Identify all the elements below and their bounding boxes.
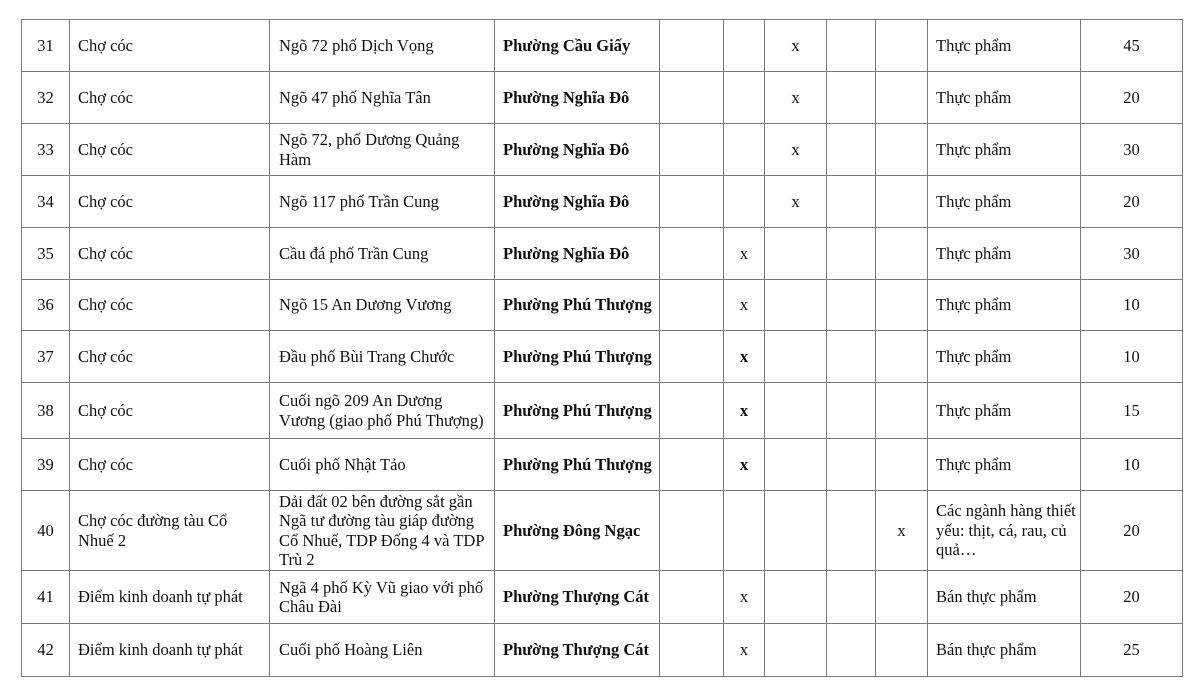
mark-col-1-cell <box>660 20 724 72</box>
goods-cell: Thực phẩm <box>928 280 1081 331</box>
markets-table <box>21 19 1183 677</box>
address-cell: Ngõ 72, phố Dương Quảng Hàm <box>270 124 495 176</box>
ward-cell: Phường Nghĩa Đô <box>495 176 660 228</box>
table-row <box>22 439 1183 491</box>
address-cell: Dải đất 02 bên đường sắt gần Ngã tư đường tàu giáp đường Cổ Nhuế, TDP Đống 4 và TDP Trù 2 <box>270 491 495 571</box>
table-row <box>22 624 1183 677</box>
row-number-cell: 33 <box>22 124 70 176</box>
mark-col-3-cell: x <box>765 72 827 124</box>
mark-col-1-cell <box>660 491 724 571</box>
address-cell: Cuối phố Nhật Tảo <box>270 439 495 491</box>
mark-col-3-cell <box>765 228 827 280</box>
market-name-cell: Chợ cóc <box>70 439 270 491</box>
goods-cell: Thực phẩm <box>928 176 1081 228</box>
ward-cell: Phường Nghĩa Đô <box>495 124 660 176</box>
mark-col-4-cell <box>827 571 876 624</box>
ward-cell: Phường Thượng Cát <box>495 571 660 624</box>
mark-col-5-cell <box>876 439 928 491</box>
row-number-cell: 41 <box>22 571 70 624</box>
table-row <box>22 571 1183 624</box>
mark-col-2-cell <box>724 72 765 124</box>
address-cell: Ngõ 117 phố Trần Cung <box>270 176 495 228</box>
count-cell: 20 <box>1081 72 1183 124</box>
mark-col-4-cell <box>827 439 876 491</box>
mark-col-1-cell <box>660 331 724 383</box>
mark-col-1-cell <box>660 280 724 331</box>
count-cell: 20 <box>1081 176 1183 228</box>
mark-col-5-cell <box>876 624 928 677</box>
table-row <box>22 491 1183 571</box>
market-name-cell: Điểm kinh doanh tự phát <box>70 624 270 677</box>
mark-col-5-cell <box>876 72 928 124</box>
goods-cell: Thực phẩm <box>928 72 1081 124</box>
mark-col-2-cell <box>724 491 765 571</box>
mark-col-2-cell <box>724 124 765 176</box>
row-number-cell: 37 <box>22 331 70 383</box>
mark-col-5-cell <box>876 228 928 280</box>
row-number-cell: 42 <box>22 624 70 677</box>
market-name-cell: Chợ cóc <box>70 20 270 72</box>
ward-cell: Phường Cầu Giấy <box>495 20 660 72</box>
count-cell: 10 <box>1081 280 1183 331</box>
count-cell: 20 <box>1081 491 1183 571</box>
mark-col-1-cell <box>660 176 724 228</box>
row-number-cell: 40 <box>22 491 70 571</box>
mark-col-4-cell <box>827 228 876 280</box>
market-name-cell: Chợ cóc <box>70 228 270 280</box>
mark-col-5-cell <box>876 383 928 439</box>
mark-col-3-cell <box>765 383 827 439</box>
address-cell: Ngõ 72 phố Dịch Vọng <box>270 20 495 72</box>
count-cell: 30 <box>1081 124 1183 176</box>
mark-col-4-cell <box>827 176 876 228</box>
goods-cell: Thực phẩm <box>928 228 1081 280</box>
row-number-cell: 39 <box>22 439 70 491</box>
address-cell: Ngã 4 phố Kỳ Vũ giao với phố Châu Đài <box>270 571 495 624</box>
goods-cell: Thực phẩm <box>928 383 1081 439</box>
row-number-cell: 31 <box>22 20 70 72</box>
mark-col-1-cell <box>660 383 724 439</box>
mark-col-3-cell <box>765 624 827 677</box>
market-name-cell: Chợ cóc đường tàu Cổ Nhuế 2 <box>70 491 270 571</box>
goods-cell: Bán thực phẩm <box>928 571 1081 624</box>
market-name-cell: Chợ cóc <box>70 124 270 176</box>
mark-col-2-cell: x <box>724 439 765 491</box>
count-cell: 25 <box>1081 624 1183 677</box>
mark-col-5-cell: x <box>876 491 928 571</box>
count-cell: 10 <box>1081 439 1183 491</box>
mark-col-3-cell <box>765 439 827 491</box>
mark-col-2-cell: x <box>724 571 765 624</box>
mark-col-5-cell <box>876 331 928 383</box>
mark-col-2-cell: x <box>724 624 765 677</box>
mark-col-3-cell <box>765 331 827 383</box>
mark-col-5-cell <box>876 20 928 72</box>
ward-cell: Phường Phú Thượng <box>495 331 660 383</box>
table-row <box>22 228 1183 280</box>
address-cell: Đầu phố Bùi Trang Chước <box>270 331 495 383</box>
row-number-cell: 38 <box>22 383 70 439</box>
mark-col-5-cell <box>876 176 928 228</box>
mark-col-2-cell: x <box>724 383 765 439</box>
ward-cell: Phường Phú Thượng <box>495 383 660 439</box>
market-name-cell: Điểm kinh doanh tự phát <box>70 571 270 624</box>
mark-col-1-cell <box>660 624 724 677</box>
row-number-cell: 35 <box>22 228 70 280</box>
mark-col-3-cell <box>765 571 827 624</box>
goods-cell: Thực phẩm <box>928 439 1081 491</box>
mark-col-4-cell <box>827 20 876 72</box>
row-number-cell: 36 <box>22 280 70 331</box>
market-name-cell: Chợ cóc <box>70 383 270 439</box>
mark-col-2-cell: x <box>724 228 765 280</box>
mark-col-1-cell <box>660 228 724 280</box>
markets-table-body <box>22 20 1183 677</box>
count-cell: 10 <box>1081 331 1183 383</box>
row-number-cell: 34 <box>22 176 70 228</box>
count-cell: 15 <box>1081 383 1183 439</box>
table-row <box>22 72 1183 124</box>
mark-col-4-cell <box>827 331 876 383</box>
address-cell: Ngõ 15 An Dương Vương <box>270 280 495 331</box>
mark-col-3-cell <box>765 280 827 331</box>
mark-col-4-cell <box>827 280 876 331</box>
mark-col-5-cell <box>876 280 928 331</box>
mark-col-2-cell <box>724 176 765 228</box>
mark-col-4-cell <box>827 383 876 439</box>
mark-col-3-cell: x <box>765 124 827 176</box>
mark-col-4-cell <box>827 491 876 571</box>
goods-cell: Các ngành hàng thiết yếu: thịt, cá, rau, củ quả… <box>928 491 1081 571</box>
mark-col-2-cell <box>724 20 765 72</box>
mark-col-5-cell <box>876 571 928 624</box>
ward-cell: Phường Đông Ngạc <box>495 491 660 571</box>
count-cell: 30 <box>1081 228 1183 280</box>
mark-col-1-cell <box>660 124 724 176</box>
goods-cell: Bán thực phẩm <box>928 624 1081 677</box>
goods-cell: Thực phẩm <box>928 331 1081 383</box>
mark-col-4-cell <box>827 624 876 677</box>
ward-cell: Phường Nghĩa Đô <box>495 228 660 280</box>
market-name-cell: Chợ cóc <box>70 176 270 228</box>
ward-cell: Phường Phú Thượng <box>495 280 660 331</box>
table-row <box>22 124 1183 176</box>
goods-cell: Thực phẩm <box>928 124 1081 176</box>
address-cell: Ngõ 47 phố Nghĩa Tân <box>270 72 495 124</box>
table-row <box>22 383 1183 439</box>
mark-col-3-cell <box>765 491 827 571</box>
mark-col-3-cell: x <box>765 20 827 72</box>
table-row <box>22 20 1183 72</box>
market-name-cell: Chợ cóc <box>70 331 270 383</box>
table-row <box>22 331 1183 383</box>
count-cell: 20 <box>1081 571 1183 624</box>
goods-cell: Thực phẩm <box>928 20 1081 72</box>
address-cell: Cuối phố Hoàng Liên <box>270 624 495 677</box>
ward-cell: Phường Thượng Cát <box>495 624 660 677</box>
mark-col-1-cell <box>660 72 724 124</box>
ward-cell: Phường Phú Thượng <box>495 439 660 491</box>
table-row <box>22 280 1183 331</box>
market-name-cell: Chợ cóc <box>70 280 270 331</box>
market-name-cell: Chợ cóc <box>70 72 270 124</box>
mark-col-2-cell: x <box>724 331 765 383</box>
count-cell: 45 <box>1081 20 1183 72</box>
mark-col-4-cell <box>827 124 876 176</box>
address-cell: Cuối ngõ 209 An Dương Vương (giao phố Phú Thượng) <box>270 383 495 439</box>
mark-col-1-cell <box>660 571 724 624</box>
mark-col-5-cell <box>876 124 928 176</box>
address-cell: Cầu đá phố Trần Cung <box>270 228 495 280</box>
ward-cell: Phường Nghĩa Đô <box>495 72 660 124</box>
mark-col-3-cell: x <box>765 176 827 228</box>
table-row <box>22 176 1183 228</box>
mark-col-2-cell: x <box>724 280 765 331</box>
mark-col-4-cell <box>827 72 876 124</box>
mark-col-1-cell <box>660 439 724 491</box>
row-number-cell: 32 <box>22 72 70 124</box>
